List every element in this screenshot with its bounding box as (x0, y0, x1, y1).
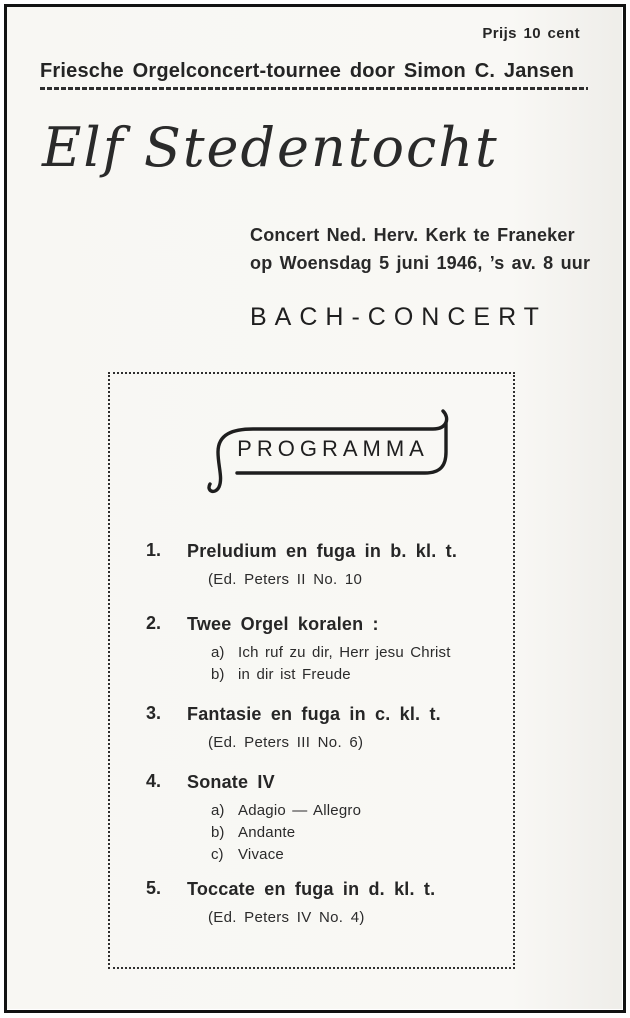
program-item (146, 771, 513, 866)
program-subitem (211, 642, 513, 664)
program-item (146, 613, 513, 686)
program-item (146, 540, 513, 590)
subitem-letter: c) (211, 846, 224, 863)
program-subitem (211, 800, 513, 822)
venue-line: Concert Ned. Herv. Kerk te Franeker (250, 225, 575, 245)
price-label: Prijs 10 cent (482, 25, 580, 42)
programma-heading: PROGRAMMA (237, 436, 429, 461)
subitem-letter: b) (211, 666, 225, 683)
item-subitems (211, 642, 513, 686)
subitem-text: Adagio — Allegro (238, 802, 362, 819)
event-details (250, 221, 590, 277)
item-note: (Ed. Peters II No. 10 (208, 571, 363, 588)
subitem-letter: b) (211, 824, 225, 841)
item-title: Twee Orgel koralen : (187, 614, 379, 634)
item-body (187, 703, 513, 753)
item-title: Preludium en fuga in b. kl. t. (187, 541, 458, 561)
item-title: Fantasie en fuga in c. kl. t. (187, 704, 441, 724)
page-title: Elf Stedentocht (42, 116, 499, 179)
subitem-text: Vivace (238, 846, 284, 863)
item-number: 5. (146, 878, 162, 898)
tour-title: Friesche Orgelconcert-tournee door Simon C. Jansen (40, 60, 575, 82)
item-title: Sonate IV (187, 772, 275, 792)
item-number: 2. (146, 613, 162, 633)
item-body (187, 878, 513, 928)
masthead-underline (40, 87, 588, 90)
subitem-text: Andante (238, 824, 296, 841)
subitem-text: Ich ruf zu dir, Herr jesu Christ (238, 644, 451, 661)
item-body (187, 771, 513, 866)
program-box (108, 372, 515, 969)
programma-banner (203, 408, 461, 498)
program-item (146, 878, 513, 928)
subitem-letter: a) (211, 644, 225, 661)
program-subitem (211, 664, 513, 686)
program-subitem (211, 822, 513, 844)
masthead (40, 60, 588, 90)
subitem-letter: a) (211, 802, 225, 819)
program-item (146, 703, 513, 753)
datetime-line: op Woensdag 5 juni 1946, ’s av. 8 uur (250, 253, 591, 273)
item-note: (Ed. Peters IV No. 4) (208, 909, 365, 926)
item-body (187, 613, 513, 686)
item-number: 4. (146, 771, 162, 791)
item-note: (Ed. Peters III No. 6) (208, 734, 364, 751)
item-number: 1. (146, 540, 162, 560)
item-number: 3. (146, 703, 162, 723)
program-subitem (211, 844, 513, 866)
item-body (187, 540, 513, 590)
concert-title: BACH-CONCERT (250, 303, 547, 331)
subitem-text: in dir ist Freude (238, 666, 351, 683)
item-title: Toccate en fuga in d. kl. t. (187, 879, 436, 899)
item-subitems (211, 800, 513, 866)
